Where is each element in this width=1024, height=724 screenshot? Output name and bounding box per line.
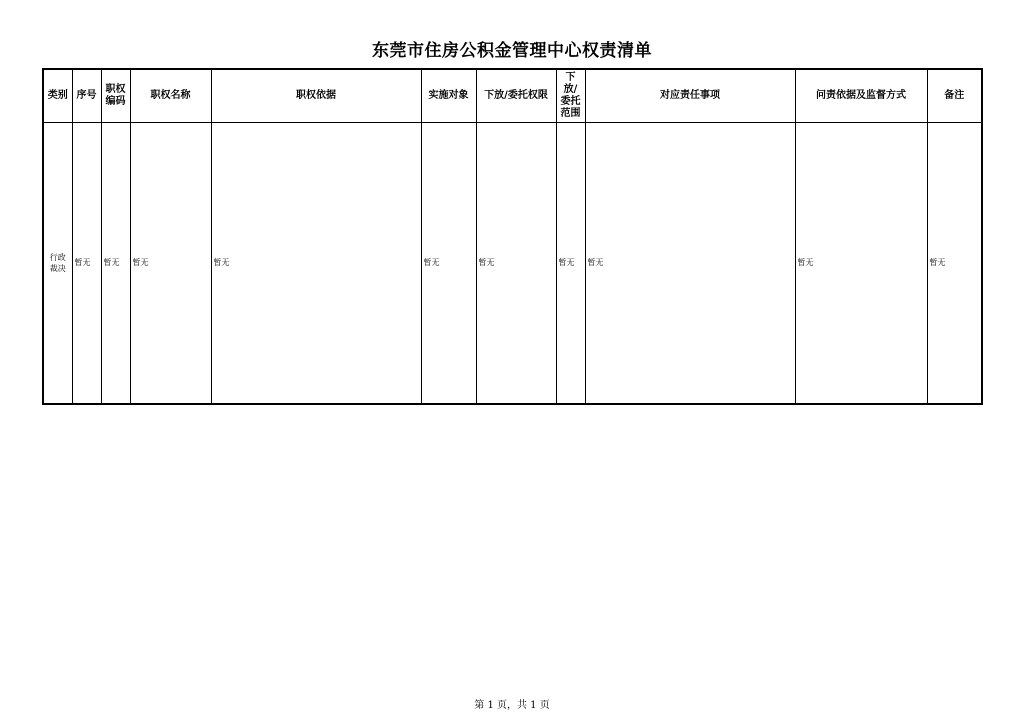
cell-seq: 暂无 xyxy=(72,122,101,404)
cell-category: 行政裁决 xyxy=(43,122,72,404)
table-row xyxy=(43,122,982,404)
responsibility-table xyxy=(42,68,983,405)
header-basis: 职权依据 xyxy=(211,69,421,122)
header-target: 实施对象 xyxy=(421,69,476,122)
header-seq: 序号 xyxy=(72,69,101,122)
header-delegate-authority: 下放/委托权限 xyxy=(476,69,556,122)
header-responsibilities: 对应责任事项 xyxy=(585,69,795,122)
cell-target: 暂无 xyxy=(421,122,476,404)
header-delegate-scope: 下放/委托范围 xyxy=(556,69,585,122)
document-title: 东莞市住房公积金管理中心权责清单 xyxy=(372,41,652,61)
header-category: 类别 xyxy=(43,69,72,122)
cell-basis: 暂无 xyxy=(211,122,421,404)
cell-remarks: 暂无 xyxy=(927,122,982,404)
cell-delegate-scope: 暂无 xyxy=(556,122,585,404)
page-footer: 第 1 页，共 1 页 xyxy=(474,700,550,711)
header-remarks: 备注 xyxy=(927,69,982,122)
cell-name: 暂无 xyxy=(130,122,211,404)
cell-code: 暂无 xyxy=(101,122,130,404)
header-name: 职权名称 xyxy=(130,69,211,122)
cell-responsibilities: 暂无 xyxy=(585,122,795,404)
header-accountability: 问责依据及监督方式 xyxy=(795,69,927,122)
header-code: 职权编码 xyxy=(101,69,130,122)
header-row xyxy=(43,69,982,122)
cell-accountability: 暂无 xyxy=(795,122,927,404)
cell-delegate-authority: 暂无 xyxy=(476,122,556,404)
